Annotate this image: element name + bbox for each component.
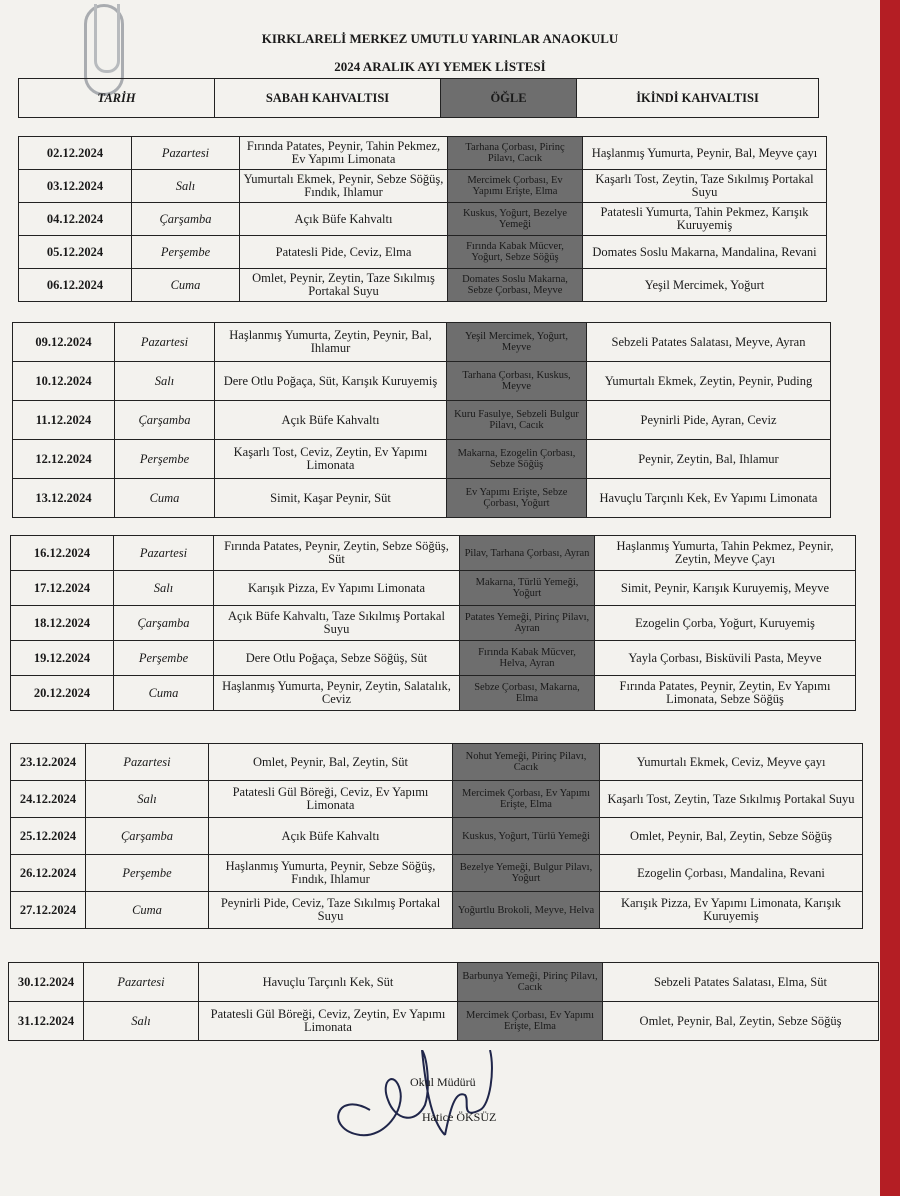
- week-table-4: [10, 743, 863, 929]
- day-cell: Salı: [86, 781, 209, 818]
- week-table-3: [10, 535, 856, 711]
- date-cell: 12.12.2024: [13, 440, 115, 479]
- lunch-cell: Yoğurtlu Brokoli, Meyve, Helva: [453, 892, 600, 929]
- snack-cell: Peynirli Pide, Ayran, Ceviz: [587, 401, 831, 440]
- date-cell: 04.12.2024: [19, 203, 132, 236]
- snack-cell: Yumurtalı Ekmek, Zeytin, Peynir, Puding: [587, 362, 831, 401]
- date-cell: 02.12.2024: [19, 137, 132, 170]
- menu-row: [11, 571, 856, 606]
- breakfast-cell: Haşlanmış Yumurta, Peynir, Sebze Söğüş, Fındık, Ihlamur: [209, 855, 453, 892]
- lunch-cell: Fırında Kabak Mücver, Yoğurt, Sebze Söğüş: [448, 236, 583, 269]
- menu-row: [19, 203, 827, 236]
- snack-cell: Omlet, Peynir, Bal, Zeytin, Sebze Söğüş: [603, 1002, 879, 1041]
- header-table: [18, 78, 819, 118]
- breakfast-cell: Fırında Patates, Peynir, Zeytin, Sebze Söğüş, Süt: [214, 536, 460, 571]
- lunch-cell: Tarhana Çorbası, Kuskus, Meyve: [447, 362, 587, 401]
- breakfast-cell: Omlet, Peynir, Bal, Zeytin, Süt: [209, 744, 453, 781]
- menu-row: [11, 744, 863, 781]
- breakfast-cell: Haşlanmış Yumurta, Zeytin, Peynir, Bal, Ihlamur: [215, 323, 447, 362]
- breakfast-cell: Patatesli Gül Böreği, Ceviz, Zeytin, Ev Yapımı Limonata: [199, 1002, 458, 1041]
- lunch-cell: Kuru Fasulye, Sebzeli Bulgur Pilavı, Cacık: [447, 401, 587, 440]
- breakfast-cell: Kaşarlı Tost, Ceviz, Zeytin, Ev Yapımı Limonata: [215, 440, 447, 479]
- day-cell: Pazartesi: [114, 536, 214, 571]
- background-red-edge: [878, 0, 900, 1196]
- date-cell: 17.12.2024: [11, 571, 114, 606]
- week-table-2: [12, 322, 831, 518]
- breakfast-cell: Dere Otlu Poğaça, Süt, Karışık Kuruyemiş: [215, 362, 447, 401]
- lunch-cell: Sebze Çorbası, Makarna, Elma: [460, 676, 595, 711]
- date-cell: 23.12.2024: [11, 744, 86, 781]
- snack-cell: Peynir, Zeytin, Bal, Ihlamur: [587, 440, 831, 479]
- date-cell: 24.12.2024: [11, 781, 86, 818]
- menu-row: [19, 236, 827, 269]
- day-cell: Cuma: [86, 892, 209, 929]
- week-table-5: [8, 962, 879, 1041]
- breakfast-cell: Omlet, Peynir, Zeytin, Taze Sıkılmış Portakal Suyu: [240, 269, 448, 302]
- snack-cell: Fırında Patates, Peynir, Zeytin, Ev Yapımı Limonata, Sebze Söğüş: [595, 676, 856, 711]
- day-cell: Cuma: [132, 269, 240, 302]
- menu-row: [11, 818, 863, 855]
- day-cell: Çarşamba: [115, 401, 215, 440]
- snack-cell: Yumurtalı Ekmek, Ceviz, Meyve çayı: [600, 744, 863, 781]
- lunch-cell: Mercimek Çorbası, Ev Yapımı Erişte, Elma: [448, 170, 583, 203]
- menu-row: [11, 855, 863, 892]
- lunch-cell: Fırında Kabak Mücver, Helva, Ayran: [460, 641, 595, 676]
- lunch-cell: Makarna, Ezogelin Çorbası, Sebze Söğüş: [447, 440, 587, 479]
- day-cell: Çarşamba: [132, 203, 240, 236]
- breakfast-cell: Peynirli Pide, Ceviz, Taze Sıkılmış Portakal Suyu: [209, 892, 453, 929]
- lunch-cell: Mercimek Çorbası, Ev Yapımı Erişte, Elma: [458, 1002, 603, 1041]
- day-cell: Perşembe: [132, 236, 240, 269]
- snack-cell: Haşlanmış Yumurta, Tahin Pekmez, Peynir, Zeytin, Meyve Çayı: [595, 536, 856, 571]
- header-lunch: ÖĞLE: [441, 79, 577, 118]
- lunch-cell: Kuskus, Yoğurt, Bezelye Yemeği: [448, 203, 583, 236]
- date-cell: 05.12.2024: [19, 236, 132, 269]
- day-cell: Perşembe: [86, 855, 209, 892]
- menu-row: [19, 269, 827, 302]
- lunch-cell: Tarhana Çorbası, Pirinç Pilavı, Cacık: [448, 137, 583, 170]
- date-cell: 11.12.2024: [13, 401, 115, 440]
- lunch-cell: Yeşil Mercimek, Yoğurt, Meyve: [447, 323, 587, 362]
- menu-row: [11, 892, 863, 929]
- menu-row: [13, 479, 831, 518]
- snack-cell: Sebzeli Patates Salatası, Elma, Süt: [603, 963, 879, 1002]
- date-cell: 18.12.2024: [11, 606, 114, 641]
- snack-cell: Yeşil Mercimek, Yoğurt: [583, 269, 827, 302]
- date-cell: 20.12.2024: [11, 676, 114, 711]
- signature-role: Okul Müdürü: [410, 1075, 476, 1089]
- day-cell: Pazartesi: [115, 323, 215, 362]
- snack-cell: Kaşarlı Tost, Zeytin, Taze Sıkılmış Portakal Suyu: [583, 170, 827, 203]
- menu-row: [19, 137, 827, 170]
- breakfast-cell: Açık Büfe Kahvaltı, Taze Sıkılmış Portakal Suyu: [214, 606, 460, 641]
- menu-row: [13, 362, 831, 401]
- breakfast-cell: Patatesli Pide, Ceviz, Elma: [240, 236, 448, 269]
- snack-cell: Domates Soslu Makarna, Mandalina, Revani: [583, 236, 827, 269]
- list-title: 2024 ARALIK AYI YEMEK LİSTESİ: [334, 59, 546, 74]
- date-cell: 26.12.2024: [11, 855, 86, 892]
- breakfast-cell: Açık Büfe Kahvaltı: [215, 401, 447, 440]
- day-cell: Perşembe: [114, 641, 214, 676]
- signature-block: [330, 1050, 510, 1145]
- snack-cell: Ezogelin Çorba, Yoğurt, Kuruyemiş: [595, 606, 856, 641]
- snack-cell: Karışık Pizza, Ev Yapımı Limonata, Karışık Kuruyemiş: [600, 892, 863, 929]
- signature-scribble: [330, 1050, 510, 1145]
- breakfast-cell: Haşlanmış Yumurta, Peynir, Zeytin, Salatalık, Ceviz: [214, 676, 460, 711]
- date-cell: 03.12.2024: [19, 170, 132, 203]
- header-date: TARİH: [19, 79, 215, 118]
- day-cell: Pazartesi: [132, 137, 240, 170]
- breakfast-cell: Dere Otlu Poğaça, Sebze Söğüş, Süt: [214, 641, 460, 676]
- header-breakfast: SABAH KAHVALTISI: [215, 79, 441, 118]
- breakfast-cell: Havuçlu Tarçınlı Kek, Süt: [199, 963, 458, 1002]
- menu-row: [13, 323, 831, 362]
- date-cell: 27.12.2024: [11, 892, 86, 929]
- day-cell: Cuma: [114, 676, 214, 711]
- breakfast-cell: Karışık Pizza, Ev Yapımı Limonata: [214, 571, 460, 606]
- menu-row: [9, 963, 879, 1002]
- day-cell: Salı: [114, 571, 214, 606]
- date-cell: 31.12.2024: [9, 1002, 84, 1041]
- lunch-cell: Nohut Yemeği, Pirinç Pilavı, Cacık: [453, 744, 600, 781]
- date-cell: 10.12.2024: [13, 362, 115, 401]
- snack-cell: Sebzeli Patates Salatası, Meyve, Ayran: [587, 323, 831, 362]
- snack-cell: Simit, Peynir, Karışık Kuruyemiş, Meyve: [595, 571, 856, 606]
- snack-cell: Havuçlu Tarçınlı Kek, Ev Yapımı Limonata: [587, 479, 831, 518]
- day-cell: Pazartesi: [84, 963, 199, 1002]
- day-cell: Çarşamba: [114, 606, 214, 641]
- day-cell: Salı: [115, 362, 215, 401]
- breakfast-cell: Yumurtalı Ekmek, Peynir, Sebze Söğüş, Fındık, Ihlamur: [240, 170, 448, 203]
- date-cell: 19.12.2024: [11, 641, 114, 676]
- date-cell: 06.12.2024: [19, 269, 132, 302]
- lunch-cell: Patates Yemeği, Pirinç Pilavı, Ayran: [460, 606, 595, 641]
- date-cell: 25.12.2024: [11, 818, 86, 855]
- lunch-cell: Kuskus, Yoğurt, Türlü Yemeği: [453, 818, 600, 855]
- snack-cell: Haşlanmış Yumurta, Peynir, Bal, Meyve çayı: [583, 137, 827, 170]
- day-cell: Çarşamba: [86, 818, 209, 855]
- snack-cell: Ezogelin Çorbası, Mandalina, Revani: [600, 855, 863, 892]
- lunch-cell: Bezelye Yemeği, Bulgur Pilavı, Yoğurt: [453, 855, 600, 892]
- lunch-cell: Domates Soslu Makarna, Sebze Çorbası, Meyve: [448, 269, 583, 302]
- menu-row: [19, 170, 827, 203]
- menu-row: [13, 401, 831, 440]
- date-cell: 16.12.2024: [11, 536, 114, 571]
- breakfast-cell: Açık Büfe Kahvaltı: [240, 203, 448, 236]
- menu-row: [11, 536, 856, 571]
- menu-row: [13, 440, 831, 479]
- menu-row: [11, 676, 856, 711]
- date-cell: 09.12.2024: [13, 323, 115, 362]
- snack-cell: Omlet, Peynir, Bal, Zeytin, Sebze Söğüş: [600, 818, 863, 855]
- day-cell: Perşembe: [115, 440, 215, 479]
- header-snack: İKİNDİ KAHVALTISI: [577, 79, 819, 118]
- week-table-1: [18, 136, 827, 302]
- lunch-cell: Pilav, Tarhana Çorbası, Ayran: [460, 536, 595, 571]
- lunch-cell: Ev Yapımı Erişte, Sebze Çorbası, Yoğurt: [447, 479, 587, 518]
- menu-row: [9, 1002, 879, 1041]
- day-cell: Salı: [84, 1002, 199, 1041]
- day-cell: Cuma: [115, 479, 215, 518]
- breakfast-cell: Simit, Kaşar Peynir, Süt: [215, 479, 447, 518]
- breakfast-cell: Fırında Patates, Peynir, Tahin Pekmez, Ev Yapımı Limonata: [240, 137, 448, 170]
- menu-row: [11, 781, 863, 818]
- snack-cell: Kaşarlı Tost, Zeytin, Taze Sıkılmış Portakal Suyu: [600, 781, 863, 818]
- snack-cell: Patatesli Yumurta, Tahin Pekmez, Karışık Kuruyemiş: [583, 203, 827, 236]
- school-name: KIRKLARELİ MERKEZ UMUTLU YARINLAR ANAOKULU: [261, 31, 619, 46]
- breakfast-cell: Patatesli Gül Böreği, Ceviz, Ev Yapımı Limonata: [209, 781, 453, 818]
- day-cell: Salı: [132, 170, 240, 203]
- signature-name: Hatice ÖKSÜZ: [422, 1110, 497, 1124]
- menu-row: [11, 606, 856, 641]
- date-cell: 13.12.2024: [13, 479, 115, 518]
- breakfast-cell: Açık Büfe Kahvaltı: [209, 818, 453, 855]
- date-cell: 30.12.2024: [9, 963, 84, 1002]
- lunch-cell: Makarna, Türlü Yemeği, Yoğurt: [460, 571, 595, 606]
- lunch-cell: Mercimek Çorbası, Ev Yapımı Erişte, Elma: [453, 781, 600, 818]
- menu-row: [11, 641, 856, 676]
- day-cell: Pazartesi: [86, 744, 209, 781]
- lunch-cell: Barbunya Yemeği, Pirinç Pilavı, Cacık: [458, 963, 603, 1002]
- snack-cell: Yayla Çorbası, Bisküvili Pasta, Meyve: [595, 641, 856, 676]
